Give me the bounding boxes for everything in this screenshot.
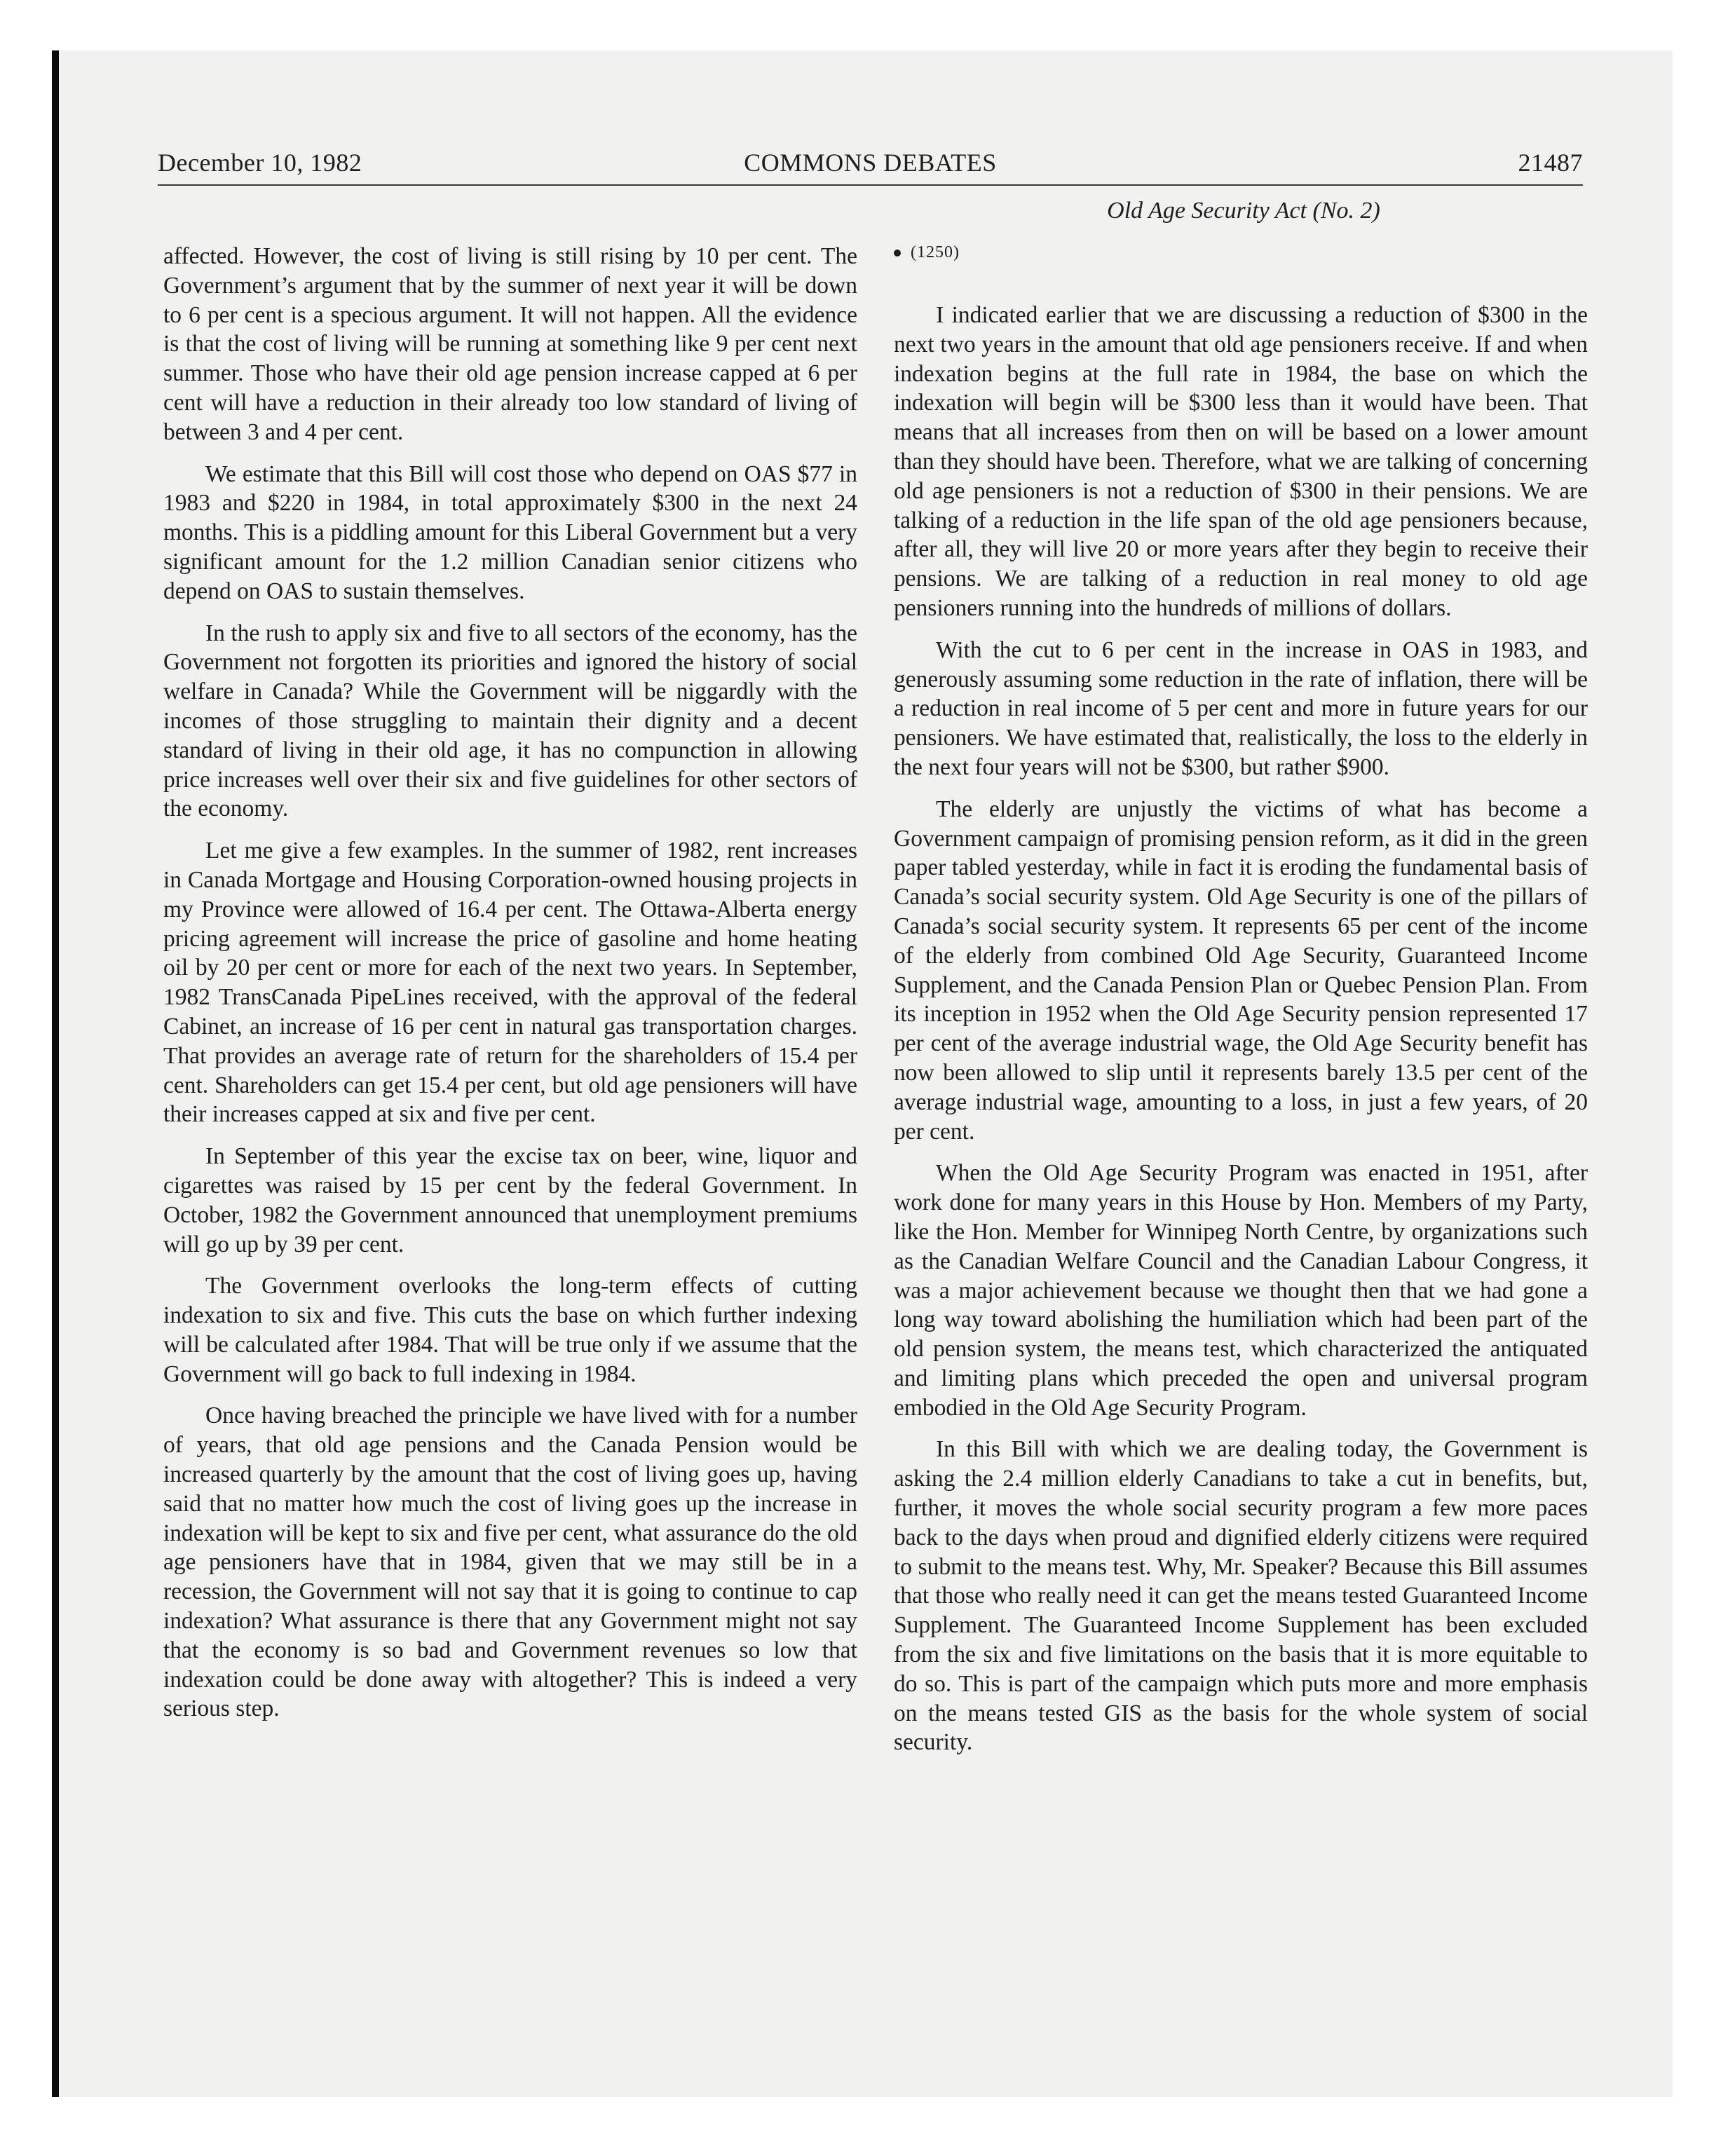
paragraph: The Government overlooks the long-term effects of cutting indexation to six and five. This cuts the base on which further indexing will be calculated after 1984. That will be true only if we assume that the Government will go back to full indexing in 1984. bbox=[163, 1273, 857, 1387]
header-rule bbox=[158, 184, 1583, 186]
paragraph: In September of this year the excise tax on beer, wine, liquor and cigarettes was raised by 15 per cent by the federal Government. In October, 1982 the Government announced that unemployment premiums will go up by 39 per cent. bbox=[163, 1143, 857, 1257]
paragraph: Once having breached the principle we have lived with for a number of years, that old age pensions and the Canada Pension would be increased quarterly by the amount that the cost of living goes up, having said that no matter how much the cost of living goes up the increase in indexation will be kept to six and five per cent, what assurance do the old age pensioners have that in 1984, given that we may still be in a recession, the Government will not say that it is going to continue to cap indexation? What assurance is there that any Government might not say that the economy is so bad and Government revenues so low that indexation could be done away with altogether? This is indeed a very serious step. bbox=[163, 1403, 857, 1722]
section-title: Old Age Security Act (No. 2) bbox=[1107, 198, 1380, 224]
paragraph: With the cut to 6 per cent in the increase in OAS in 1983, and generously assuming some reduction in the rate of inflation, there will be a reduction in real income of 5 per cent and more in future years for our pensioners. We have estimated that, realistically, the loss to the elderly in the next four years will not be $300, but rather $900. bbox=[894, 636, 1588, 780]
paragraph: affected. However, the cost of living is still rising by 10 per cent. The Government’s argument that by the summer of next year it will be down to 6 per cent is a specious argument. It will not happen. All the evidence is that the cost of living will be running at something like 9 per cent next summer. Those who have their old age pension increase capped at 6 per cent will have a reduction in their already too low standard of living of between 3 and 4 per cent. bbox=[163, 243, 857, 445]
paragraph: Let me give a few examples. In the summer of 1982, rent increases in Canada Mortgage and Housing Corporation-owned housing projects in my Province were allowed of 16.4 per cent. The Ottawa-Alberta energy pricing agreement will increase the price of gasoline and home heating oil by 20 per cent or more for each of the next two years. In September, 1982 TransCanada PipeLines received, with the approval of the federal Cabinet, an increase of 16 per cent in natural gas transportation charges. That provides an average rate of return for the shareholders of 15.4 per cent. Shareholders can get 15.4 per cent, but old age pensioners will have their increases capped at six and five per cent. bbox=[163, 838, 857, 1128]
header-date: December 10, 1982 bbox=[158, 149, 362, 177]
paragraph: When the Old Age Security Program was enacted in 1951, after work done for many years in this House by Hon. Members of my Party, like the Hon. Member for Winnipeg North Centre, by organizations such as the Canadian Welfare Council and the Canadian Labour Congress, it was a major achievement because we thought then that we had gone a long way toward abolishing the humiliation which had been part of the old pension system, the means test, which characterized the antiquated and limiting plans which preceded the open and universal program embodied in the Old Age Security Program. bbox=[894, 1160, 1588, 1421]
right-column bbox=[894, 242, 1588, 1770]
time-marker-text: (1250) bbox=[911, 243, 960, 261]
binding-edge bbox=[52, 50, 59, 2097]
paragraph: In this Bill with which we are dealing today, the Government is asking the 2.4 million elderly Canadians to take a cut in benefits, but, further, it moves the whole social security program a few more paces back to the days when proud and dignified elderly citizens were required to submit to the means test. Why, Mr. Speaker? Because this Bill assumes that those who really need it can get the means tested Guaranteed Income Supplement. The Guaranteed Income Supplement has been excluded from the six and five limitations on the basis that it is more equitable to do so. This is part of the campaign which puts more and more emphasis on the means tested GIS as the basis for the whole system of social security. bbox=[894, 1436, 1588, 1756]
bullet-icon bbox=[894, 250, 901, 257]
paragraph: I indicated earlier that we are discussing a reduction of $300 in the next two years in the amount that old age pensioners receive. If and when indexation begins at the full rate in 1984, the base on which the indexation will begin will be $300 less than it would have been. That means that all increases from then on will be based on a lower amount than they should have been. Therefore, what we are talking of concerning old age pensioners is not a reduction of $300 in their pensions. We are talking of a reduction in the life span of the old age pensioners because, after all, they will live 20 or more years after they begin to receive their pensions. We are talking of a reduction in real money to old age pensioners running into the hundreds of millions of dollars. bbox=[894, 302, 1588, 621]
paragraph: We estimate that this Bill will cost those who depend on OAS $77 in 1983 and $220 in 1984, in total approximately $300 in the next 24 months. This is a piddling amount for this Liberal Government but a very significant amount for the 1.2 million Canadian senior citizens who depend on OAS to sustain themselves. bbox=[163, 460, 857, 604]
page-header bbox=[158, 144, 1583, 186]
paragraph: The elderly are unjustly the victims of what has become a Government campaign of promising pension reform, as it did in the green paper tabled yesterday, while in fact it is eroding the fundamental basis of Canada’s social security system. Old Age Security is one of the pillars of Canada’s social security system. It represents 65 per cent of the income of the elderly from combined Old Age Security, Guaranteed Income Supplement, and the Canada Pension Plan or Quebec Pension Plan. From its inception in 1952 when the Old Age Security pension represented 17 per cent of the average industrial wage, the Old Age Security benefit has now been allowed to slip until it represents barely 13.5 per cent of the average industrial wage, amounting to a loss, in just a few years, of 20 per cent. bbox=[894, 796, 1588, 1145]
left-column bbox=[163, 242, 857, 1736]
paragraph: In the rush to apply six and five to all sectors of the economy, has the Government not forgotten its priorities and ignored the history of social welfare in Canada? While the Government will be niggardly with the incomes of those struggling to maintain their dignity and a decent standard of living in their old age, it has no compunction in allowing price increases well over their six and five guidelines for other sectors of the economy. bbox=[163, 620, 857, 822]
header-publication: COMMONS DEBATES bbox=[744, 149, 997, 177]
time-marker bbox=[894, 242, 1588, 263]
header-page-number: 21487 bbox=[1518, 149, 1583, 177]
